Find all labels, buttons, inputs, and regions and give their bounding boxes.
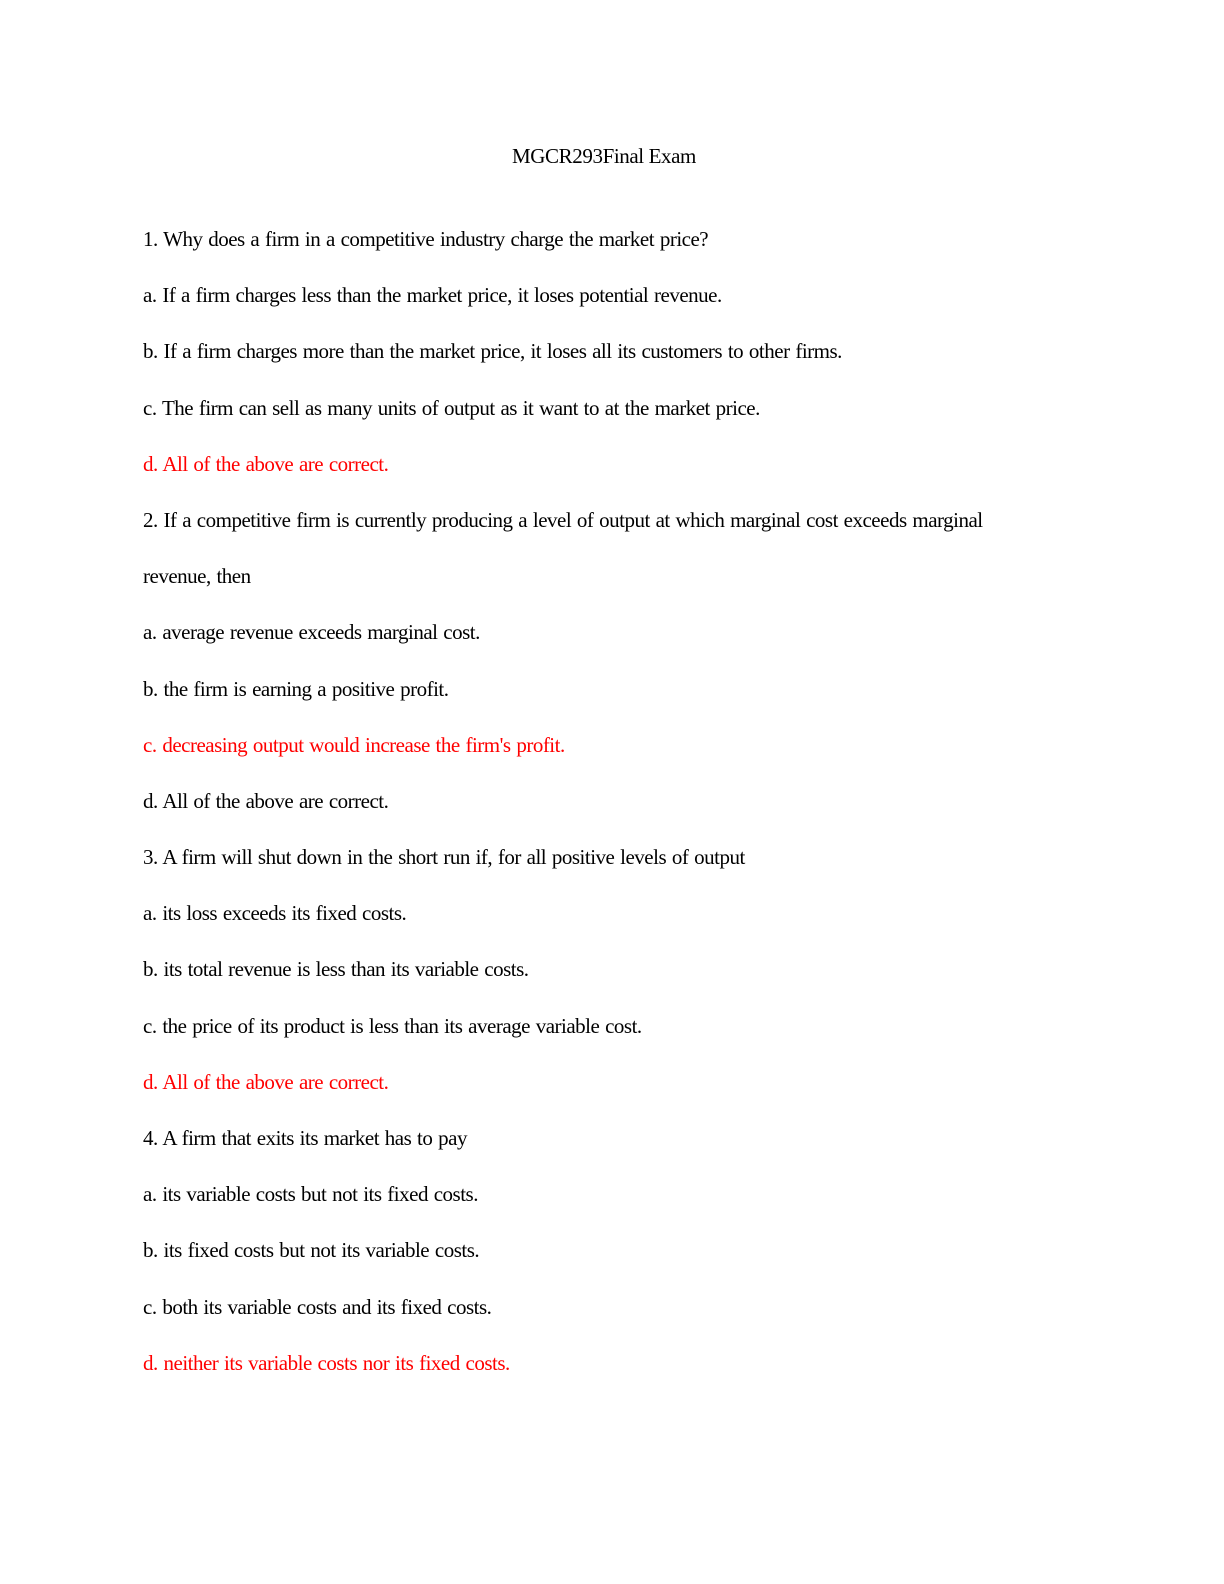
question-line: 1. Why does a firm in a competitive industry charge the market price?: [143, 227, 709, 251]
question-line: 4. A firm that exits its market has to pay: [143, 1126, 467, 1150]
question-line: c. The firm can sell as many units of output as it want to at the market price.: [143, 395, 760, 420]
question-line: c. the price of its product is less than its average variable cost.: [143, 1013, 642, 1038]
question-line: b. the firm is earning a positive profit.: [143, 676, 449, 701]
question-line: a. its loss exceeds its fixed costs.: [143, 901, 407, 926]
question-line: b. its fixed costs but not its variable costs.: [143, 1238, 480, 1263]
document-body: [143, 223, 1063, 1403]
question-line: d. All of the above are correct.: [143, 788, 389, 813]
answer-line: d. All of the above are correct.: [143, 1069, 389, 1094]
question-line: c. both its variable costs and its fixed costs.: [143, 1294, 492, 1319]
question-line: a. average revenue exceeds marginal cost.: [143, 620, 480, 645]
question-line: revenue, then: [143, 564, 251, 589]
page-title: MGCR293Final Exam: [512, 144, 696, 168]
answer-line: d. neither its variable costs nor its fixed costs.: [143, 1350, 510, 1375]
answer-line: d. All of the above are correct.: [143, 451, 389, 476]
question-line: b. its total revenue is less than its variable costs.: [143, 957, 529, 982]
question-line: a. If a firm charges less than the market price, it loses potential revenue.: [143, 283, 722, 308]
question-line: b. If a firm charges more than the market price, it loses all its customers to other firms.: [143, 339, 842, 364]
question-line: 2. If a competitive firm is currently producing a level of output at which marginal cost exceeds marginal: [143, 507, 983, 532]
question-line: 3. A firm will shut down in the short run if, for all positive levels of output: [143, 845, 745, 870]
question-line: a. its variable costs but not its fixed costs.: [143, 1182, 478, 1207]
answer-line: c. decreasing output would increase the firm's profit.: [143, 732, 565, 757]
